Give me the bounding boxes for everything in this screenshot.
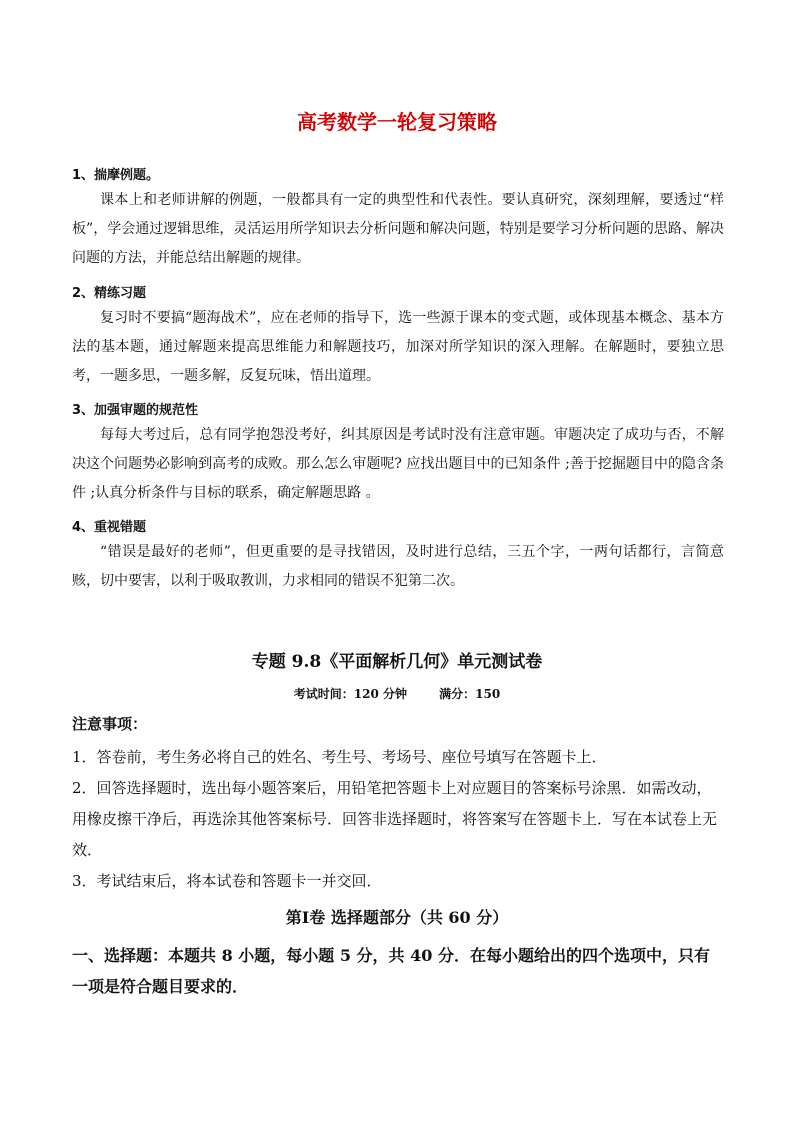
exam-meta: [0, 685, 794, 702]
strategy-heading-1: 1、揣摩例题。: [72, 168, 160, 183]
exam-score: 满分：150: [439, 687, 501, 701]
notice-item-3: 3．考试结束后，将本试卷和答题卡一并交回．: [72, 872, 382, 890]
exam-time: 考试时间：120 分钟: [293, 687, 407, 701]
strategy-paragraph-3: 每每大考过后，总有同学抱怨没考好，纠其原因是考试时没有注意审题。审题决定了成功与否，不解决这个问题势必影响到高考的成败。那么怎么审题呢? 应找出题目中的已知条件 ;善于挖掘题目中的隐含条件 ;认真分析条件与目标的联系，确定解题思路 。: [72, 427, 724, 501]
notice-item-1: 1．答卷前，考生务必将自己的姓名、考生号、考场号、座位号填写在答题卡上．: [72, 748, 607, 766]
document-title: 高考数学一轮复习策略: [297, 110, 497, 134]
strategy-paragraph-4: “错误是最好的老师”，但更重要的是寻找错因，及时进行总结，三五个字，一两句话都行，言简意赅，切中要害，以利于吸取教训，力求相同的错误不犯第二次。: [72, 544, 724, 589]
strategy-heading-4: 4、重视错题: [72, 520, 147, 535]
strategy-heading-2: 2、精练习题: [72, 286, 147, 301]
strategy-paragraph-1: 课本上和老师讲解的例题，一般都具有一定的典型性和代表性。要认真研究，深刻理解，要透过“样板”，学会通过逻辑思维，灵活运用所学知识去分析问题和解决问题，特别是要学习分析问题的思路、解决问题的方法，并能总结出解题的规律。: [72, 192, 724, 266]
exam-title: 专题 9.8《平面解析几何》单元测试卷: [251, 652, 543, 672]
part-title: 第Ⅰ卷 选择题部分（共 60 分）: [285, 908, 509, 927]
notice-item-2: 2．回答选择题时，选出每小题答案后，用铅笔把答题卡上对应题目的答案标号涂黑．如需改动，用橡皮擦干净后，再选涂其他答案标号．回答非选择题时，将答案写在答题卡上．写在本试卷上无效．: [72, 779, 718, 859]
strategy-heading-3: 3、加强审题的规范性: [72, 403, 199, 418]
section-intro: 一、选择题：本题共 8 小题，每小题 5 分，共 40 分．在每小题给出的四个选项中，只有一项是符合题目要求的．: [72, 946, 710, 996]
notice-heading: 注意事项：: [72, 715, 148, 733]
strategy-paragraph-2: 复习时不要搞“题海战术”，应在老师的指导下，选一些源于课本的变式题，或体现基本概念、基本方法的基本题，通过解题来提高思维能力和解题技巧，加深对所学知识的深入理解。在解题时，要独立思考，一题多思，一题多解，反复玩味，悟出道理。: [72, 310, 724, 384]
